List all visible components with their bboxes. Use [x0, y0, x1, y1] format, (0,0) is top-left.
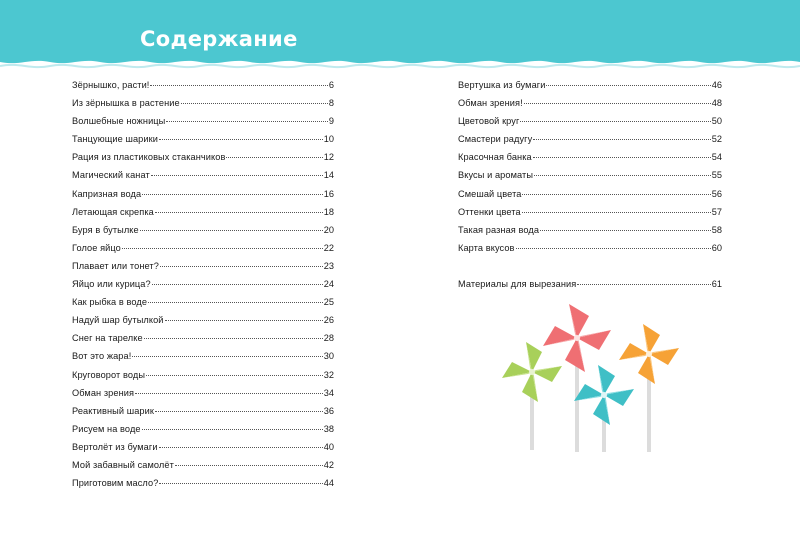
toc-entry[interactable]: [458, 170, 722, 188]
toc-entry-title: Снег на тарелке: [72, 333, 143, 344]
toc-entry-title: Смешай цвета: [458, 188, 522, 199]
toc-entry[interactable]: [72, 297, 334, 315]
toc-leader-dots: [533, 157, 711, 158]
toc-leader-dots: [540, 230, 711, 231]
toc-entry-page: 23: [323, 260, 334, 271]
toc-entry[interactable]: [72, 370, 334, 388]
toc-entry-title: Обман зрения!: [458, 98, 523, 109]
header-band: [0, 0, 800, 78]
toc-leader-dots: [181, 103, 328, 104]
toc-entry[interactable]: [72, 189, 334, 207]
toc-entry-title: Красочная банка: [458, 152, 532, 163]
toc-entry-title: Волшебные ножницы: [72, 116, 166, 127]
toc-leader-dots: [533, 139, 710, 140]
toc-entry-page: 50: [711, 116, 722, 127]
toc-entry-page: 6: [328, 80, 334, 90]
toc-entry[interactable]: [72, 333, 334, 351]
toc-entry-page: 28: [323, 333, 334, 344]
toc-entry-page: 20: [323, 224, 334, 235]
toc-leader-dots: [166, 121, 328, 122]
toc-entry-title: Вот это жара!: [72, 351, 132, 362]
toc-entry[interactable]: [458, 243, 722, 261]
toc-leader-dots: [155, 212, 323, 213]
toc-entry[interactable]: [72, 442, 334, 460]
toc-leader-dots: [144, 338, 323, 339]
toc-entry-title: Плавает или тонет?: [72, 260, 159, 271]
toc-entry-page: 30: [323, 351, 334, 362]
toc-entry-page: 26: [323, 315, 334, 326]
toc-leader-dots: [155, 411, 323, 412]
toc-entry-page: 10: [323, 134, 334, 145]
toc-entry-page: 58: [711, 224, 722, 235]
toc-entry-title: Вертушка из бумаги: [458, 80, 546, 90]
toc-entry[interactable]: [72, 315, 334, 333]
toc-entry[interactable]: [72, 207, 334, 225]
toc-entry-page: 38: [323, 423, 334, 434]
toc-entry[interactable]: [72, 170, 334, 188]
toc-entry-title: Карта вкусов: [458, 242, 515, 253]
toc-entry-title: Обман зрения: [72, 387, 135, 398]
toc-leader-dots: [160, 266, 323, 267]
toc-entry-page: 18: [323, 206, 334, 217]
toc-entry-title: Такая разная вода: [458, 224, 540, 235]
toc-entry-title: Рисуем на воде: [72, 423, 141, 434]
toc-entry-page: 16: [323, 188, 334, 199]
toc-entry-title: Вкусы и ароматы: [458, 170, 534, 181]
toc-entry[interactable]: [72, 243, 334, 261]
toc-entry[interactable]: [72, 80, 334, 98]
toc-entry-page: 25: [323, 297, 334, 308]
toc-entry[interactable]: [72, 134, 334, 152]
toc-entry-page: 14: [323, 170, 334, 181]
toc-entry-page: 12: [323, 152, 334, 163]
toc-entry-title: Как рыбка в воде: [72, 297, 148, 308]
toc-entry-title: Голое яйцо: [72, 242, 121, 253]
toc-entry-page: 60: [711, 242, 722, 253]
toc-entry[interactable]: [458, 98, 722, 116]
toc-entry-page: 48: [711, 98, 722, 109]
toc-entry[interactable]: [458, 225, 722, 243]
toc-entry[interactable]: [458, 134, 722, 152]
toc-entry-page: 24: [323, 279, 334, 290]
toc-entry[interactable]: [458, 152, 722, 170]
wave-band: [0, 0, 800, 78]
page-title: Содержание: [140, 27, 298, 51]
toc-leader-dots: [546, 85, 710, 86]
toc-entry-page: 52: [711, 134, 722, 145]
toc-leader-dots: [520, 121, 710, 122]
toc-entry-page: 55: [711, 170, 722, 181]
toc-entry-title: Вертолёт из бумаги: [72, 441, 158, 452]
toc-entry[interactable]: [72, 225, 334, 243]
toc-entry[interactable]: [458, 80, 722, 98]
toc-entry-title: Зёрнышко, расти!: [72, 80, 150, 90]
toc-leader-dots: [516, 248, 711, 249]
toc-entry[interactable]: [72, 351, 334, 369]
pinwheel-orange-icon: [619, 324, 679, 384]
toc-leader-dots: [522, 212, 711, 213]
toc-entry[interactable]: [72, 279, 334, 297]
toc-entry-title: Яйцо или курица?: [72, 279, 151, 290]
toc-entry[interactable]: [72, 388, 334, 406]
toc-entry[interactable]: [72, 98, 334, 116]
toc-entry[interactable]: [458, 116, 722, 134]
toc-leader-dots: [524, 103, 711, 104]
toc-entry-page: 8: [328, 98, 334, 109]
toc-entry-page: 22: [323, 242, 334, 253]
toc-leader-dots: [151, 175, 323, 176]
toc-entry-title: Приготовим масло?: [72, 478, 159, 489]
toc-leader-dots: [522, 194, 710, 195]
toc-leader-dots: [165, 320, 323, 321]
toc-entry-page: 61: [711, 278, 722, 289]
toc-entry-page: 42: [323, 459, 334, 470]
toc-entry-page: 57: [711, 206, 722, 217]
toc-entry[interactable]: [72, 406, 334, 424]
toc-leader-dots: [146, 375, 323, 376]
toc-left-column: [72, 80, 334, 496]
toc-entry[interactable]: [72, 424, 334, 442]
toc-leader-dots: [159, 483, 322, 484]
toc-entry[interactable]: [458, 207, 722, 225]
toc-entry-title: Капризная вода: [72, 188, 142, 199]
toc-entry-title: Летающая скрепка: [72, 206, 154, 217]
toc-entry-page: 36: [323, 405, 334, 416]
toc-entry-page: 40: [323, 441, 334, 452]
toc-entry[interactable]: [72, 116, 334, 134]
toc-leader-dots: [577, 284, 710, 285]
toc-entry-title: Буря в бутылке: [72, 224, 139, 235]
toc-entry[interactable]: [72, 478, 334, 496]
toc-entry-title: Цветовой круг: [458, 116, 520, 127]
toc-entry-page: 9: [328, 116, 334, 127]
toc-entry[interactable]: [72, 460, 334, 478]
toc-leader-dots: [122, 248, 323, 249]
pinwheel-teal-icon: [574, 365, 634, 425]
toc-leader-dots: [152, 284, 323, 285]
toc-entry-page: 54: [711, 152, 722, 163]
toc-entry-title: Мой забавный самолёт: [72, 459, 174, 470]
toc-leader-dots: [175, 465, 323, 466]
toc-leader-dots: [150, 85, 327, 86]
toc-entry-title: Круговорот воды: [72, 369, 146, 380]
toc-entry-title: Танцующие шарики: [72, 134, 158, 145]
toc-leader-dots: [148, 302, 323, 303]
pinwheel-green-icon: [502, 342, 562, 402]
toc-entry[interactable]: [458, 189, 722, 207]
toc-entry-page: 46: [711, 80, 722, 90]
pinwheels-illustration: [490, 300, 690, 460]
toc-entry-materials[interactable]: [458, 279, 722, 297]
toc-entry[interactable]: [72, 152, 334, 170]
toc-entry-title: Надуй шар бутылкой: [72, 315, 164, 326]
toc-entry-title: Оттенки цвета: [458, 206, 521, 217]
toc-entry-page: 44: [323, 478, 334, 489]
toc-entry-title: Магический канат: [72, 170, 150, 181]
toc-leader-dots: [159, 447, 323, 448]
toc-entry-title: Смастери радугу: [458, 134, 533, 145]
toc-leader-dots: [142, 194, 323, 195]
toc-leader-dots: [132, 356, 322, 357]
toc-entry-title: Из зёрнышка в растение: [72, 98, 180, 109]
toc-leader-dots: [226, 157, 322, 158]
toc-entry-title: Материалы для вырезания: [458, 278, 577, 289]
toc-leader-dots: [534, 175, 711, 176]
toc-leader-dots: [142, 429, 323, 430]
pinwheel-red-icon: [543, 304, 611, 372]
toc-entry-page: 34: [323, 387, 334, 398]
toc-leader-dots: [140, 230, 323, 231]
toc-right-column: [458, 80, 722, 297]
toc-entry-page: 56: [711, 188, 722, 199]
toc-leader-dots: [159, 139, 323, 140]
toc-entry-page: 32: [323, 369, 334, 380]
toc-entry-title: Реактивный шарик: [72, 405, 154, 416]
toc-leader-dots: [135, 393, 323, 394]
toc-entry[interactable]: [72, 261, 334, 279]
toc-entry-title: Рация из пластиковых стаканчиков: [72, 152, 226, 163]
